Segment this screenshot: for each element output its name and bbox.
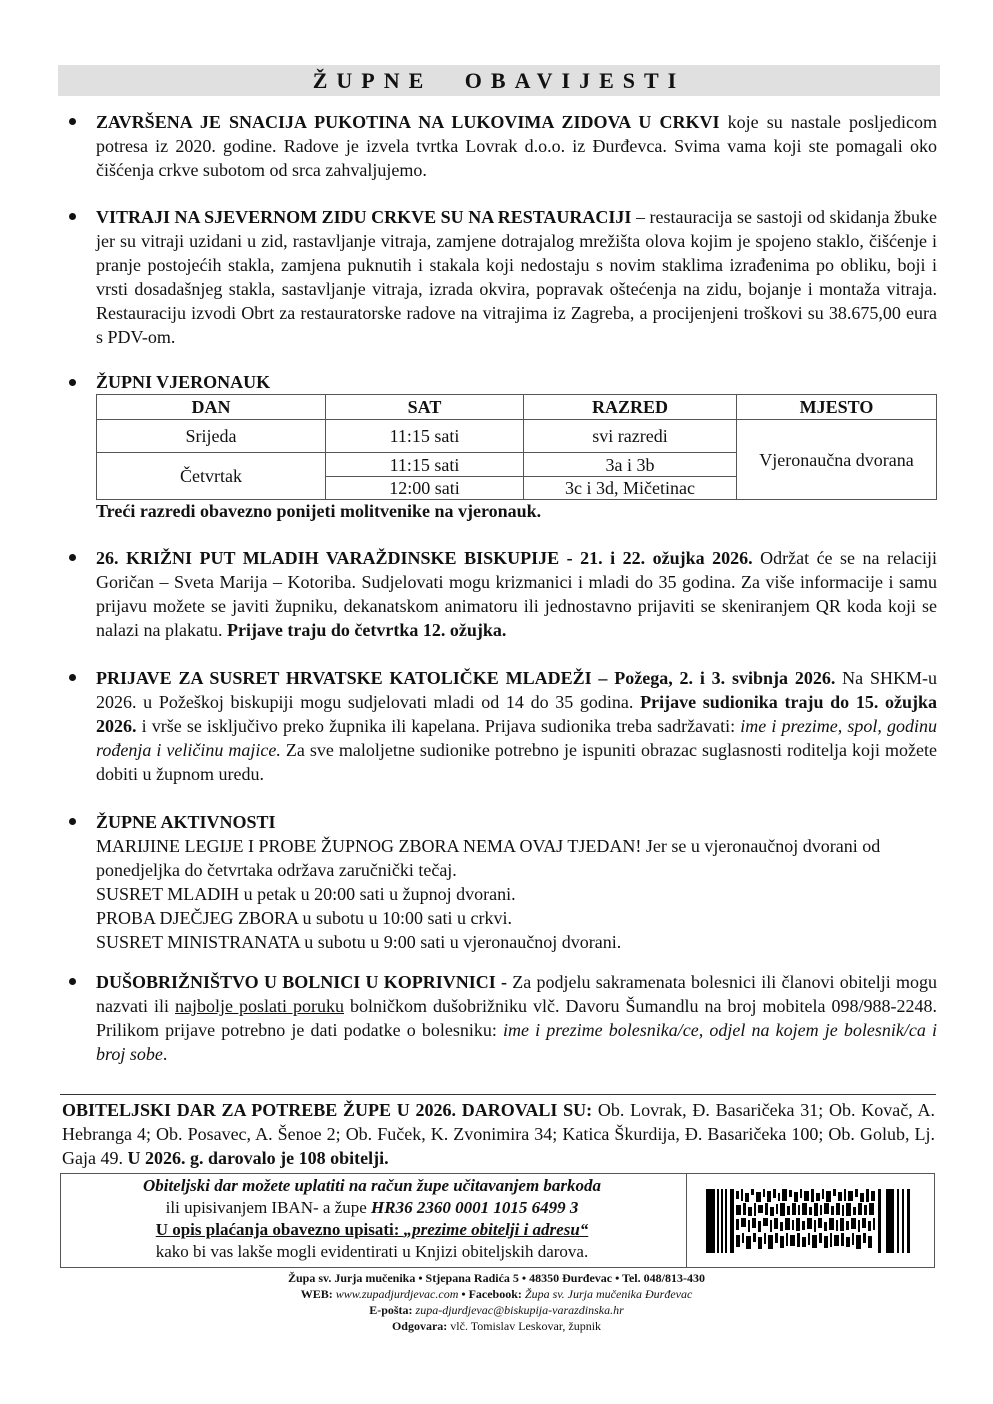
facebook-label: Facebook: [468, 1287, 522, 1301]
vjeronauk-table [96, 394, 937, 500]
notice-deadline: Prijave traju do četvrtka 12. ožujka. [226, 620, 507, 640]
col-header-dan: DAN [97, 395, 326, 420]
notice-vitraji [96, 205, 937, 349]
col-header-mjesto: MJESTO [737, 395, 937, 420]
cell-dan: Srijeda [97, 420, 326, 453]
activity-line: PROBA DJEČJEG ZBORA u subotu u 10:00 sati u crkvi. [96, 908, 513, 928]
bullet-icon [66, 551, 78, 563]
vjeronauk-note: Treći razredi obavezno ponijeti molitvenike na vjeronauk. [96, 501, 542, 521]
notice-body: Održat će se na relaciji Goričan – Sveta Marija – Kotoriba. Sudjelovati mogu krizmanici i mladi do 35 godina. Za više informacije i samu prijavu možete se javiti župniku, dekanatskom animatoru ili jednostavno prijaviti se skeniranjem QR koda koji se nalazi na plakatu. [96, 548, 937, 640]
notice-italic: ime i prezime bolesnika/ce, odjel na kojem je bolesnik/ca i broj sobe [96, 1020, 937, 1064]
web-link[interactable]: www.zupadjurdjevac.com [332, 1287, 459, 1301]
cell-dan: Četvrtak [97, 453, 326, 500]
payment-iban: HR36 2360 0001 1015 6499 3 [371, 1198, 579, 1217]
notice-krizni-put [96, 546, 937, 642]
notice-heading: ZAVRŠENA JE SNACIJA PUKOTINA NA LUKOVIMA ZIDOVA U CRKVI [96, 112, 720, 132]
cell-razred: svi razredi [524, 420, 737, 453]
bullet-icon [66, 671, 78, 683]
table-header-row [97, 395, 937, 420]
web-label: WEB: [300, 1287, 333, 1301]
notice-body: Za sve maloljetne sudionike potrebno je ispuniti obrazac suglasnosti roditelja koji možete dobiti u župnom uredu. [96, 740, 937, 784]
table-row [97, 420, 937, 453]
separator: • [458, 1287, 469, 1301]
notice-body: i vrše se isključivo preko župnika ili kapelana. Prijava sudionika treba sadržavati: [136, 716, 741, 736]
bullet-icon [66, 376, 78, 388]
responsible-person: vlč. Tomislav Leskovar, župnik [447, 1319, 602, 1333]
notice-deadline: Prijave sudionika traju do 15. ožujka 2026. [96, 692, 937, 736]
notice-bolnica [96, 970, 937, 1066]
payment-text [62, 1175, 682, 1263]
imprint-address: Župa sv. Jurja mučenika • Stjepana Radića 5 • 48350 Đurđevac • Tel. 048/813-430 [288, 1271, 705, 1285]
bullet-icon [66, 210, 78, 222]
notice-heading: ŽUPNE AKTIVNOSTI [96, 812, 276, 832]
email-link[interactable]: zupa-djurdjevac@biskupija-varazdinska.hr [412, 1303, 624, 1317]
facebook-link[interactable]: Župa sv. Jurja mučenika Đurđevac [521, 1287, 693, 1301]
activity-line: MARIJINE LEGIJE I PROBE ŽUPNOG ZBORA NEMA OVAJ TJEDAN! Jer se u vjeronaučnoj dvorani od ponedjeljka do četvrtaka održava zaručnički tečaj. [96, 836, 881, 880]
payment-quote: „prezime obitelji i adresu“ [403, 1220, 589, 1239]
notice-end: . [162, 1044, 168, 1064]
notice-heading: VITRAJI NA SJEVERNOM ZIDU CRKVE SU NA RESTAURACIJI [96, 207, 632, 227]
donors-heading: OBITELJSKI DAR ZA POTREBE ŽUPE U 2026. DAROVALI SU: [62, 1100, 593, 1120]
page-title: ŽUPNE OBAVIJESTI [312, 67, 686, 93]
imprint [0, 1270, 993, 1334]
notice-aktivnosti [96, 810, 937, 954]
notice-vjeronauk [96, 370, 937, 394]
bullet-icon [66, 815, 78, 827]
notice-body: Za podjelu sakramenata bolesnici ili članovi obitelji mogu nazvati ili [96, 972, 937, 1016]
notice-shkm [96, 666, 937, 786]
footer-divider [60, 1094, 936, 1095]
activity-line: SUSRET MLADIH u petak u 20:00 sati u župnoj dvorani. [96, 884, 516, 904]
notice-body: Na SHKM-u 2026. u Požeškoj biskupiji mogu sudjelovati mladi od 14 do 35 godina. [96, 668, 937, 712]
barcode-box [686, 1173, 935, 1268]
email-label: E-pošta: [369, 1303, 413, 1317]
donors-total: U 2026. g. darovalo je 108 obitelji. [127, 1148, 389, 1168]
responsible-label: Odgovara: [391, 1319, 448, 1333]
col-header-sat: SAT [326, 395, 524, 420]
cell-mjesto: Vjeronaučna dvorana [737, 420, 937, 500]
notice-sanacija [96, 110, 937, 182]
payment-line4: kako bi vas lakše mogli evidentirati u Knjizi obiteljskih darova. [155, 1242, 589, 1261]
payment-line1: Obiteljski dar možete uplatiti na račun župe učitavanjem barkoda [142, 1176, 602, 1195]
bullet-icon [66, 115, 78, 127]
bullet-icon [66, 975, 78, 987]
notice-body: – restauracija se sastoji od skidanja žbuke jer su vitraji uzidani u zid, rastavljanje vitraja, zamjene dotrajalog mrežišta olova kojim je spojeno staklo, čišćenje i pranje postojećih stakla, zamjena puknutih i stakala koji nedostaju s novim staklima izrađenima po obliku, boji i vrsti dosadašnjeg stakla, sastavljanje vitraja, izrada okvira, popravak oštećenja na zidu, bojanje i montaža vitraja. Restauraciju izvodi Obrt za restauratorske radove na vitrajima iz Zagreba, a procijenjeni troškovi su 38.675,00 eura s PDV-om. [96, 207, 937, 347]
cell-sat: 11:15 sati [326, 420, 524, 453]
cell-razred: 3a i 3b [524, 453, 737, 477]
notice-body: bolničkom dušobrižniku vlč. Davoru Šumandlu na broj mobitela 098/988-2248. Prilikom prijave potrebno je dati podatke o bolesniku: [96, 996, 937, 1040]
cell-razred: 3c i 3d, Mičetinac [524, 477, 737, 500]
notice-heading: 26. KRIŽNI PUT MLADIH VARAŽDINSKE BISKUPIJE - 21. i 22. ožujka 2026. [96, 548, 753, 568]
notice-underlined: najbolje poslati poruku [175, 996, 344, 1016]
notice-body: koje su nastale posljedicom potresa iz 2020. godine. Radove je izvela tvrtka Lovrak d.o.o. iz Đurđevca. Svima vama koji ste pomagali oko čišćenja crkve subotom od srca zahvaljujemo. [96, 112, 937, 180]
title-bar [58, 65, 940, 96]
activity-line: SUSRET MINISTRANATA u subotu u 9:00 sati u vjeronaučnoj dvorani. [96, 932, 622, 952]
col-header-razred: RAZRED [524, 395, 737, 420]
donors-section [62, 1098, 935, 1170]
pdf417-barcode-icon [706, 1189, 916, 1253]
payment-line2: ili upisivanjem IBAN- a župe [165, 1198, 372, 1217]
cell-sat: 12:00 sati [326, 477, 524, 500]
payment-line3: U opis plaćanja obavezno upisati: [155, 1220, 404, 1239]
notice-heading: DUŠOBRIŽNIŠTVO U BOLNICI U KOPRIVNICI - [96, 972, 508, 992]
notice-heading: PRIJAVE ZA SUSRET HRVATSKE KATOLIČKE MLADEŽI – Požega, 2. i 3. svibnja 2026. [96, 668, 836, 688]
notice-required-fields: ime i prezime, spol, godinu rođenja i veličinu majice. [96, 716, 937, 760]
donors-list: Ob. Lovrak, Đ. Basaričeka 31; Ob. Kovač, A. Hebranga 4; Ob. Posavec, A. Šenoe 2; Ob. Fuček, K. Zvonimira 34; Katica Škurdija, Đ. Basaričeka 100; Ob. Golub, Lj. Gaja 49. [62, 1100, 935, 1168]
cell-sat: 11:15 sati [326, 453, 524, 477]
notice-heading: ŽUPNI VJERONAUK [96, 372, 271, 392]
